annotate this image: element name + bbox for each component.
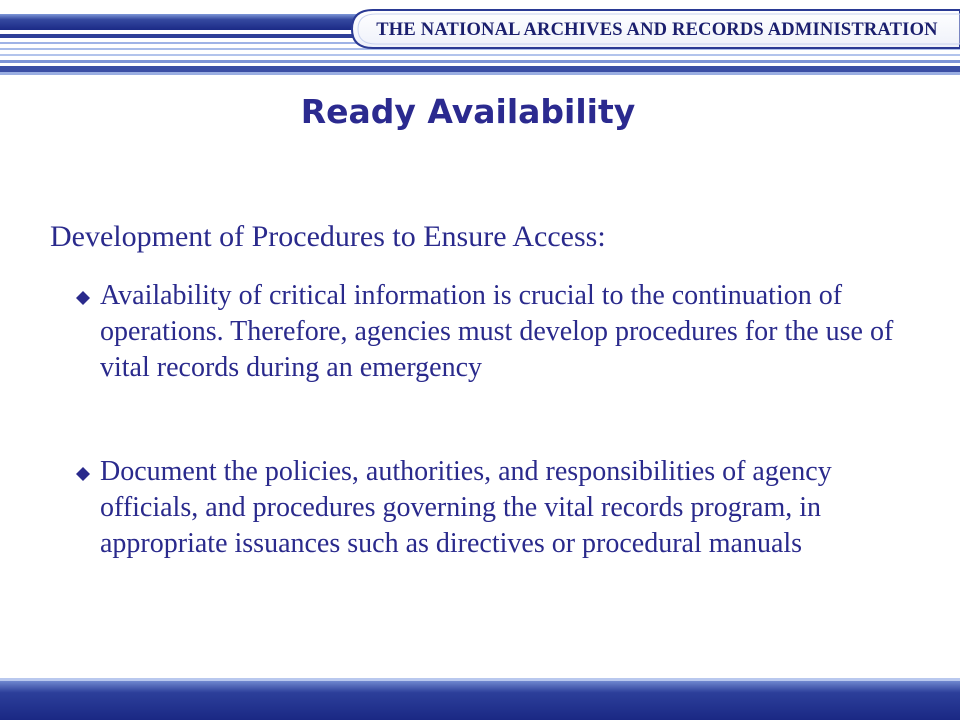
slide-title: Ready Availability bbox=[300, 92, 636, 131]
diamond-bullet-icon bbox=[76, 291, 90, 305]
slide-subheading: Development of Procedures to Ensure Access: bbox=[50, 220, 606, 253]
footer-banner bbox=[0, 678, 960, 720]
footer-banner-graphic bbox=[0, 678, 960, 720]
agency-name: THE NATIONAL ARCHIVES AND RECORDS ADMINISTRATION bbox=[376, 20, 938, 40]
bullet-text: Availability of critical information is crucial to the continuation of operations. Therefore, agencies must develop procedures for the use of vital records during an emergency bbox=[100, 280, 894, 383]
bullet-text: Document the policies, authorities, and responsibilities of agency officials, and procedures governing the vital records program, in appropriate issuances such as directives or procedural manuals bbox=[100, 456, 832, 559]
diamond-bullet-icon bbox=[76, 467, 90, 481]
